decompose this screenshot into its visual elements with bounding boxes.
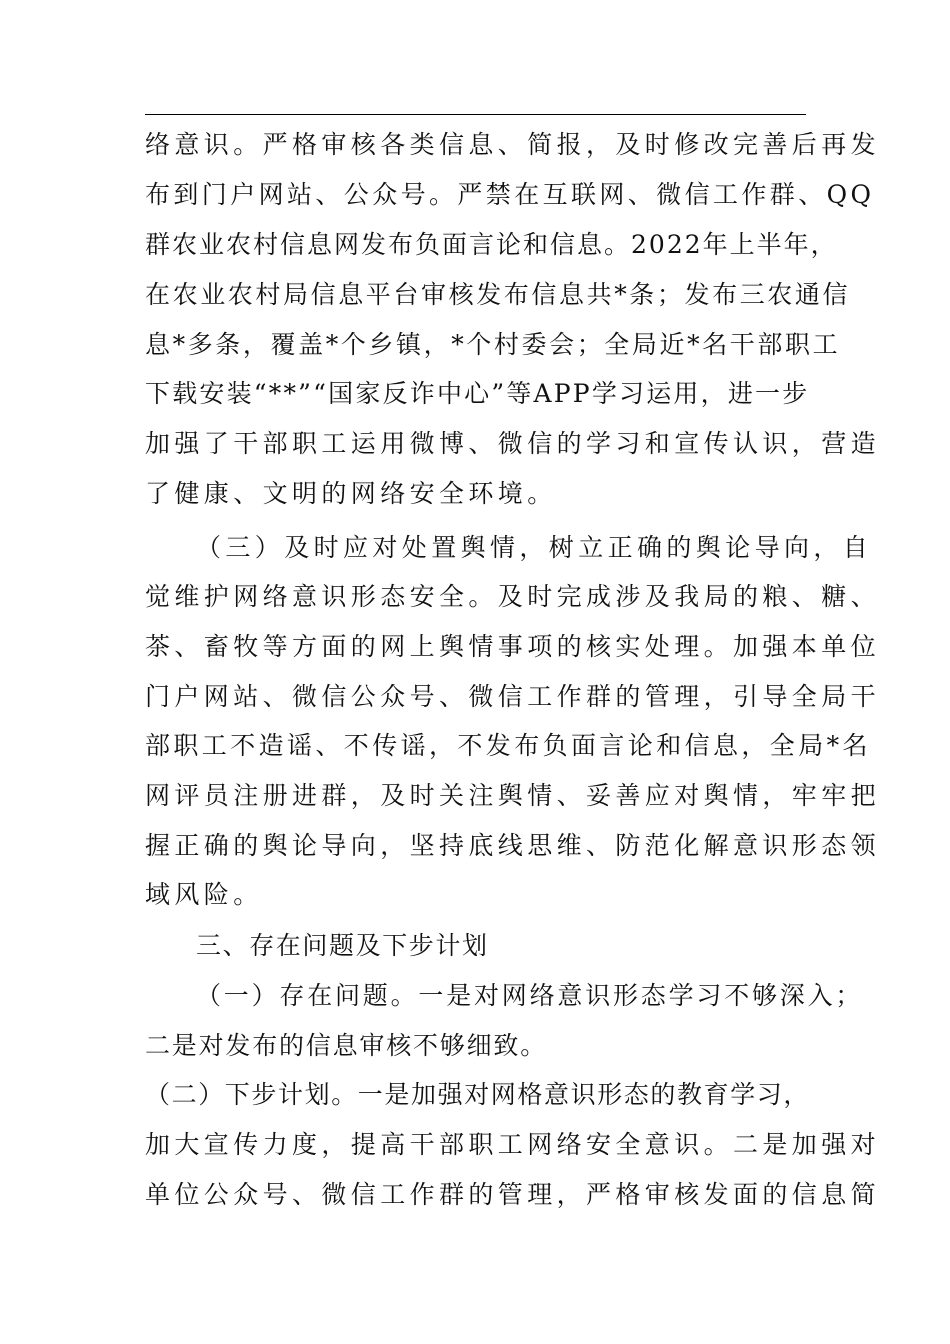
text-line: 群农业农村信息网发布负面言论和信息。2022年上半年，	[145, 230, 838, 259]
text-line: 握正确的舆论导向，坚持底线思维、防范化解意识形态领	[145, 831, 881, 860]
text-line: 加大宣传力度，提高干部职工网络安全意识。二是加强对	[145, 1130, 881, 1159]
text-line: 息*多条，覆盖*个乡镇，*个村委会；全局近*名干部职工	[145, 330, 841, 359]
text-line: 在农业农村局信息平台审核发布信息共*条；发布三农通信	[145, 280, 851, 309]
text-line: 单位公众号、微信工作群的管理，严格审核发面的信息简	[145, 1180, 881, 1209]
text-line: 了健康、文明的网络安全环境。	[145, 479, 557, 508]
text-line: （一）存在问题。一是对网络意识形态学习不够深入；	[196, 981, 864, 1010]
text-line: 下载安装“**”“国家反诈中心”等APP学习运用，进一步	[145, 379, 810, 408]
text-line: 二是对发布的信息审核不够细致。	[145, 1031, 548, 1060]
text-line: 茶、畜牧等方面的网上舆情事项的核实处理。加强本单位	[145, 632, 881, 661]
text-line: 络意识。严格审核各类信息、简报，及时修改完善后再发	[145, 130, 881, 159]
top-rule	[145, 114, 806, 115]
text-line: 域风险。	[145, 880, 263, 909]
text-line: （三）及时应对处置舆情，树立正确的舆论导向，自	[196, 533, 873, 562]
text-line: 加强了干部职工运用微博、微信的学习和宣传认识，营造	[145, 429, 881, 458]
section-heading: 三、存在问题及下步计划	[196, 931, 489, 960]
text-line: 觉维护网络意识形态安全。及时完成涉及我局的粮、糖、	[145, 582, 881, 611]
text-line: 布到门户网站、公众号。严禁在互联网、微信工作群、QQ	[145, 180, 875, 209]
text-line: （二）下步计划。一是加强对网格意识形态的教育学习，	[145, 1080, 811, 1109]
text-line: 部职工不造谣、不传谣，不发布负面言论和信息，全局*名	[145, 731, 871, 760]
text-line: 门户网站、微信公众号、微信工作群的管理，引导全局干	[145, 682, 881, 711]
text-line: 网评员注册进群，及时关注舆情、妥善应对舆情，牢牢把	[145, 781, 881, 810]
